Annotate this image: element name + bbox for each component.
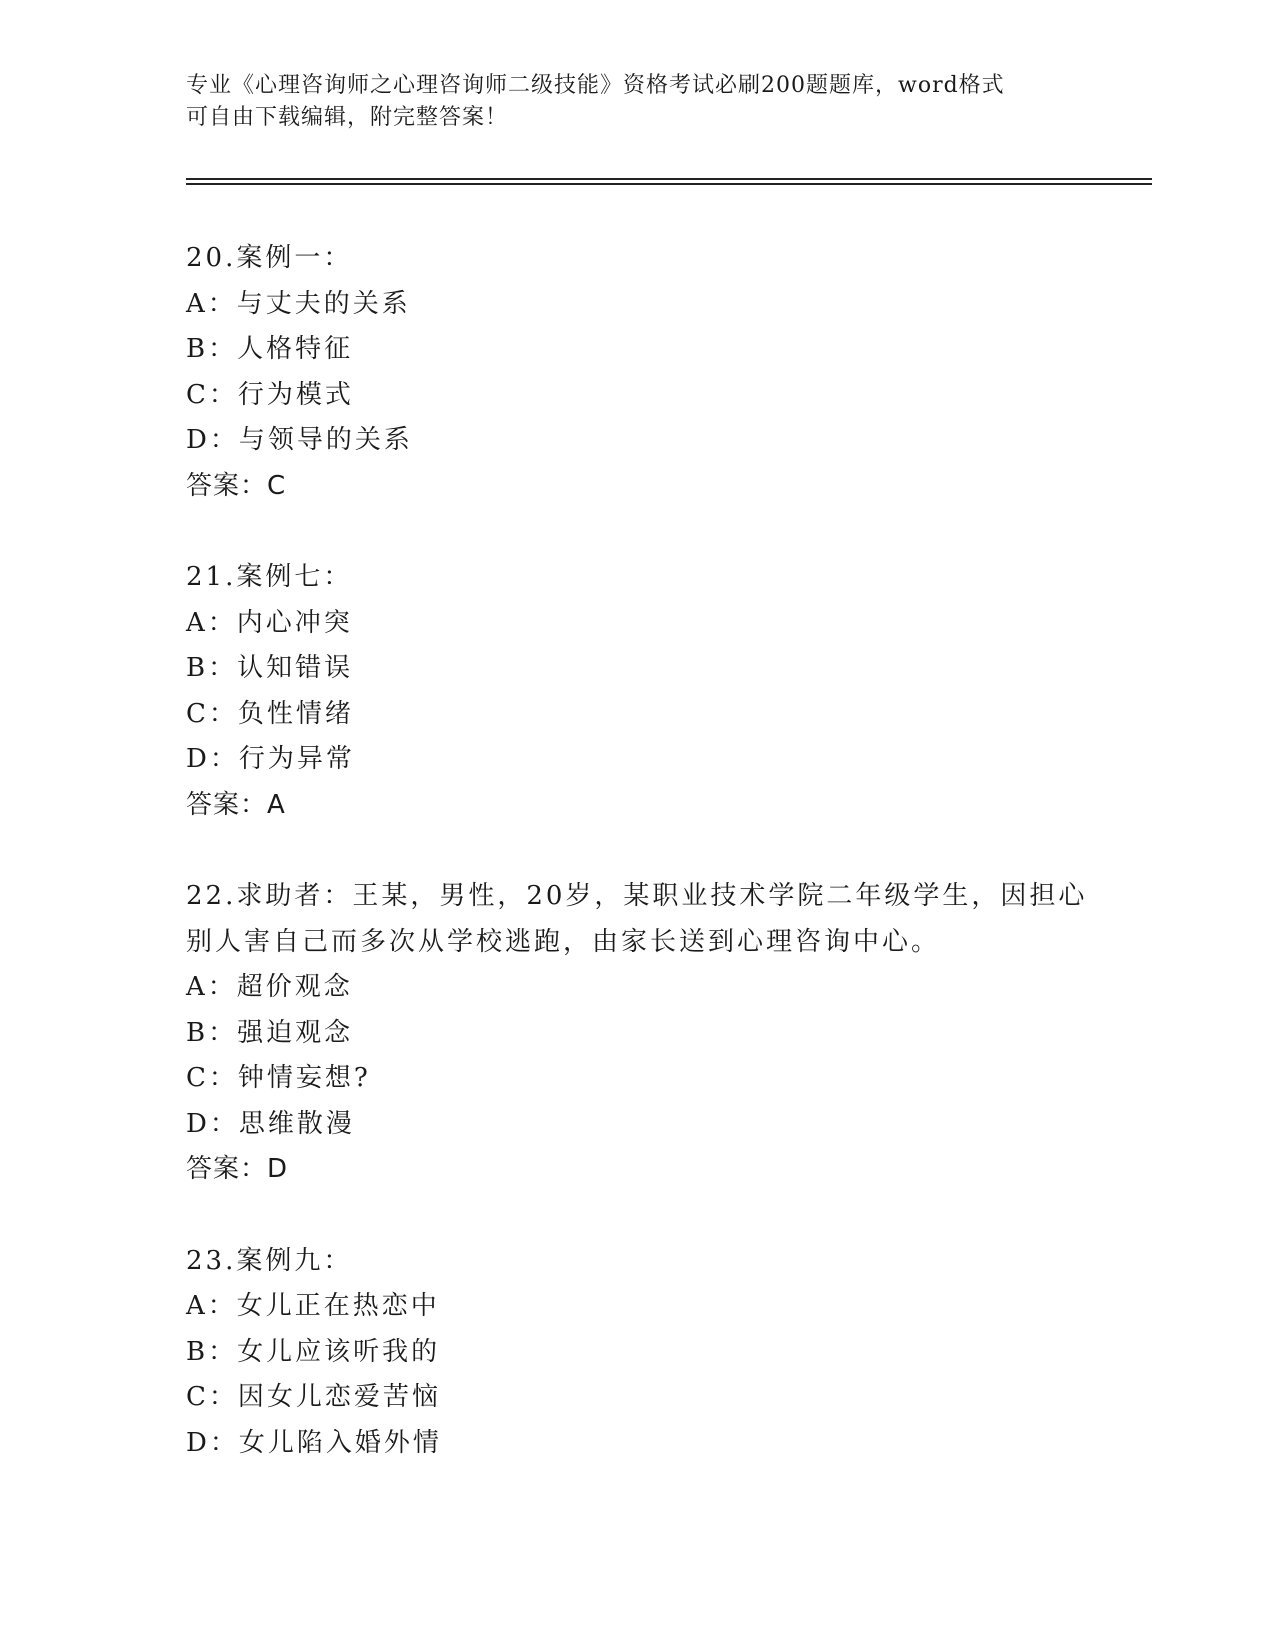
question-stem: 20.案例一： <box>186 243 353 273</box>
option-b: B：人格特征 <box>186 334 354 364</box>
option-d: D：与领导的关系 <box>186 425 413 455</box>
question-list <box>186 236 1106 1512</box>
option-a: A：女儿正在热恋中 <box>186 1291 440 1321</box>
question-20 <box>186 236 1106 509</box>
option-c: C：行为模式 <box>186 379 354 410</box>
option-d: D：女儿陷入婚外情 <box>186 1427 442 1458</box>
answer-label: 答案：C <box>186 470 287 501</box>
option-b: B：女儿应该听我的 <box>186 1336 441 1367</box>
answer-label: 答案：D <box>186 1154 289 1184</box>
option-c: C：因女儿恋爱苦恼 <box>186 1382 441 1412</box>
question-stem-line-2: 别人害自己而多次从学校逃跑，由家长送到心理咨询中心。 <box>186 926 941 957</box>
header-rule-top <box>186 178 1152 180</box>
option-b: B：强迫观念 <box>186 1017 354 1048</box>
answer-label: 答案：A <box>186 789 286 820</box>
question-21 <box>186 555 1106 828</box>
header-rule-bottom <box>186 183 1152 185</box>
option-d: D：行为异常 <box>186 744 355 774</box>
question-23 <box>186 1239 1106 1467</box>
document-header <box>186 70 1066 134</box>
option-c: C：钟情妄想? <box>186 1063 371 1093</box>
question-stem-line-1: 22.求助者：王某，男性，20岁，某职业技术学院二年级学生，因担心 <box>186 881 1088 911</box>
question-22 <box>186 874 1106 1193</box>
option-c: C：负性情绪 <box>186 698 354 729</box>
question-stem: 21.案例七： <box>186 562 353 592</box>
option-b: B：认知错误 <box>186 653 354 683</box>
header-title-line-1: 专业《心理咨询师之心理咨询师二级技能》资格考试必刷200题题库，word格式 <box>186 73 1005 98</box>
option-d: D：思维散漫 <box>186 1108 355 1139</box>
option-a: A：超价观念 <box>186 972 353 1002</box>
question-stem: 23.案例九： <box>186 1245 353 1276</box>
option-a: A：内心冲突 <box>186 607 353 638</box>
header-title-line-2: 可自由下载编辑，附完整答案！ <box>186 105 509 130</box>
option-a: A：与丈夫的关系 <box>186 288 411 319</box>
